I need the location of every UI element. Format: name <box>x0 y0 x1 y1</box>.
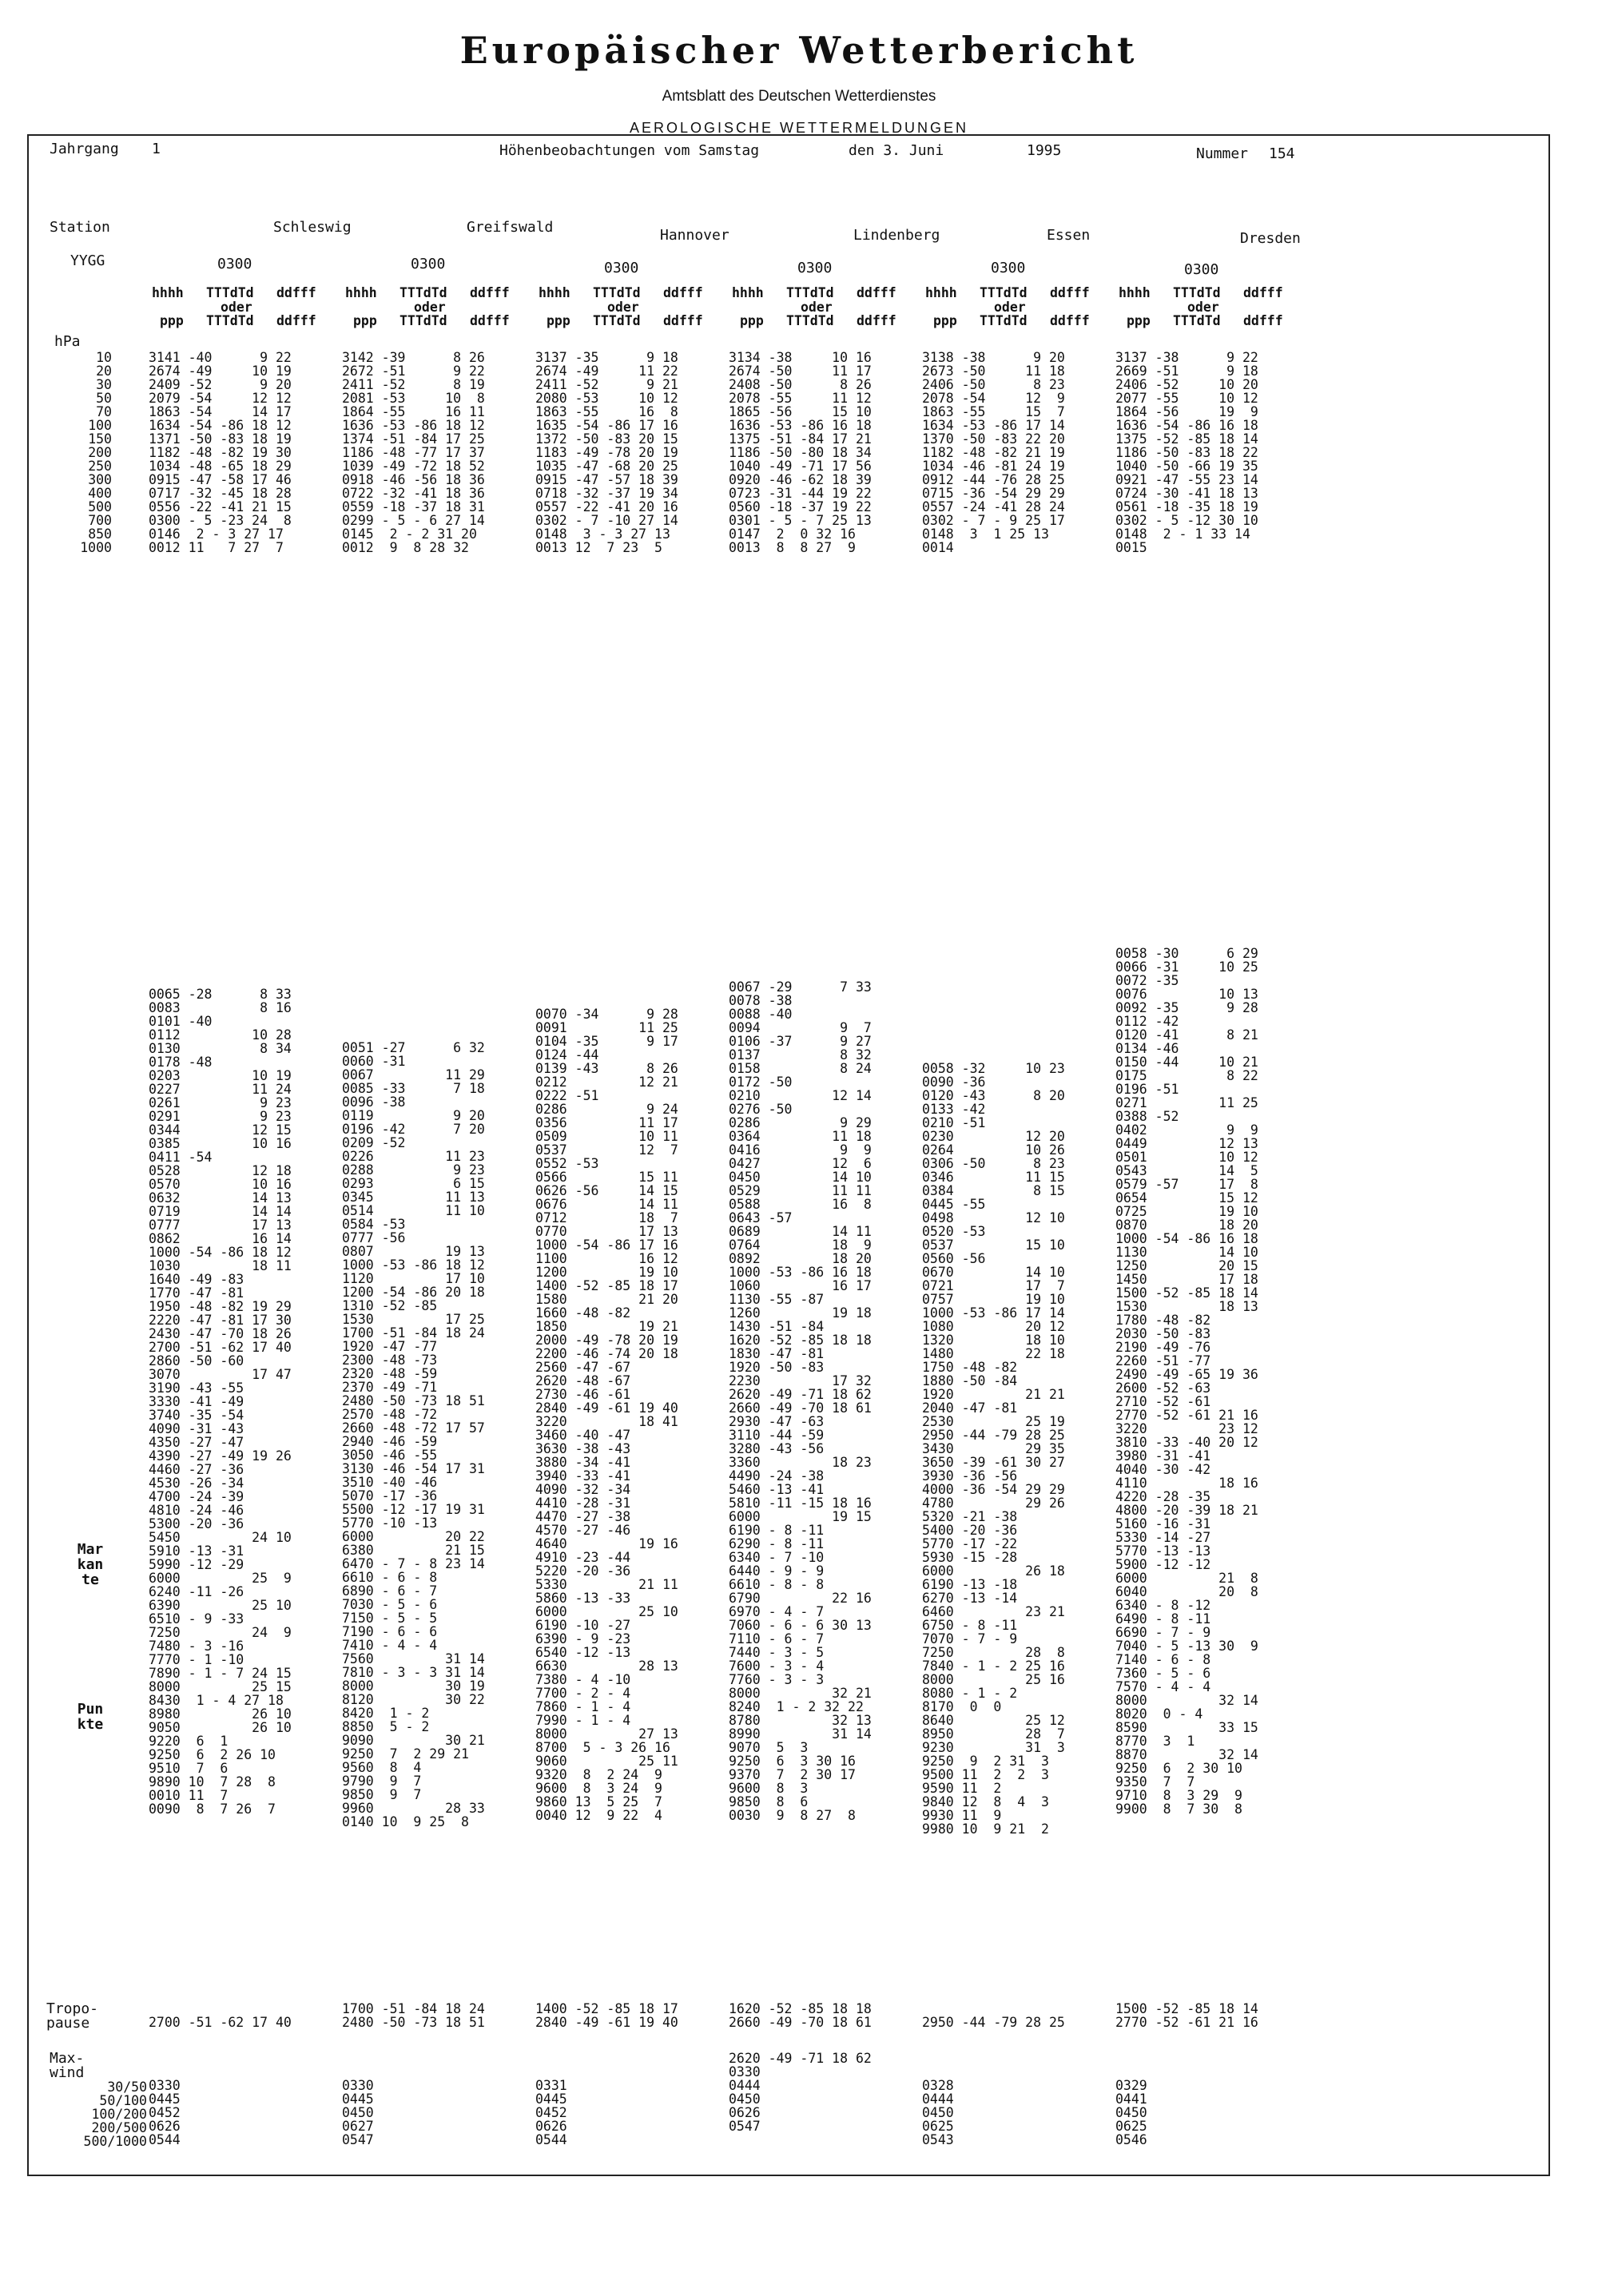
col-ttt2-hannover: TTTdTd <box>593 313 641 328</box>
col-ddfff-dresden: ddfff <box>1243 285 1283 300</box>
tropopause-lindenberg: 1620 -52 -85 18 18 2660 -49 -70 18 61 <box>729 2001 872 2030</box>
col-ttt2-essen: TTTdTd <box>980 313 1028 328</box>
col-hhhh-lindenberg: hhhh <box>732 285 764 300</box>
number-label: Nummer <box>1196 145 1249 162</box>
col-hhhh-essen: hhhh <box>925 285 957 300</box>
significant-points-dresden: 0058 -30 6 29 0066 -31 10 25 0072 -35 0076 10 13 0092 -35 9 28 0112 -42 0120 -41 8 21 0134 -46 0150 -44 10 21 0175 8 22 0196 -51 0271 11 25 0388 -52 0402 9 9 0449 12 13 0501 10 12 0543 14 5 0579 -57 17 8 0654 15 12 0725 19 10 0870 18 20 1000 -54 -86 16 18 1130 14 10 1250 20 15 1450 17 18 1500 -52 -85 18 14 1530 18 13 1780 -48 -82 2030 -50 -83 2190 -49 -76 2260 -51 -77 2490 -49 -65 19 36 2600 -52 -63 2710 -52 -61 2770 -52 -61 21 16 3220 23 12 3810 -33 -40 20 12 3980 -31 -41 4040 -30 -42 4110 18 16 4220 -28 -35 4800 -20 -39 18 21 5160 -16 -31 5330 -14 -27 5770 -13 -13 5900 -12 -12 6000 21 8 6040 20 8 6340 - 8 -12 6490 - 8 -11 6690 - 7 - 9 7040 - 5 -13 30 9 7140 - 6 - 8 7360 - 5 - 6 7570 - 4 - 4 8000 32 14 8020 0 - 4 8590 33 15 8770 3 1 8870 32 14 9250 6 2 30 10 9350 7 7 9710 8 3 29 9 9900 8 7 30 8 <box>1115 946 1258 1817</box>
col-ddfff-schleswig: ddfff <box>276 285 316 300</box>
col-hhhh-schleswig: hhhh <box>152 285 184 300</box>
report-subtitle: Amtsblatt des Deutschen Wetterdienstes <box>662 88 936 105</box>
col-hhhh-dresden: hhhh <box>1119 285 1151 300</box>
tropopause-essen: 2950 -44 -79 28 25 <box>922 2015 1065 2030</box>
observation-year: 1995 <box>1027 142 1062 159</box>
standard-levels-schleswig: 3141 -40 9 22 2674 -49 10 19 2409 -52 9 20 2079 -54 12 12 1863 -54 14 17 1634 -54 -86 18 12 1371 -50 -83 18 19 1182 -48 -82 19 30 1034 -48 -65 18 29 0915 -47 -58 17 46 0717 -32 -45 18 28 0556 -22 -41 21 15 0300 - 5 -23 24 8 0146 2 - 3 27 17 0012 11 7 27 7 <box>149 350 292 555</box>
yygg-label: YYGG <box>70 252 105 269</box>
tropo-label-1: Tropo- <box>46 2000 99 2017</box>
col-ddfff2-lindenberg: ddfff <box>857 313 896 328</box>
station-name-hannover: Hannover <box>660 227 729 244</box>
report-section: AEROLOGISCHE WETTERMELDUNGEN <box>629 120 969 136</box>
col-ttt2-lindenberg: TTTdTd <box>786 313 834 328</box>
col-ddfff-hannover: ddfff <box>663 285 703 300</box>
significant-points-lindenberg: 0067 -29 7 33 0078 -38 0088 -40 0094 9 7 0106 -37 9 27 0137 8 32 0158 8 24 0172 -50 0210 12 14 0276 -50 0286 9 29 0364 11 18 0416 9 9 0427 12 6 0450 14 10 0529 11 11 0588 16 8 0643 -57 0689 14 11 0764 18 9 0892 18 20 1000 -53 -86 16 18 1060 16 17 1130 -55 -87 1260 19 18 1430 -51 -84 1620 -52 -85 18 18 1830 -47 -81 1920 -50 -83 2230 17 32 2620 -49 -71 18 62 2660 -49 -70 18 61 2930 -47 -63 3110 -44 -59 3280 -43 -56 3360 18 23 4490 -24 -38 5460 -13 -41 5810 -11 -15 18 16 6000 19 15 6190 - 8 -11 6290 - 8 -11 6340 - 7 -10 6440 - 9 - 9 6610 - 8 - 8 6790 22 16 6970 - 4 - 7 7060 - 6 - 6 30 13 7110 - 6 - 7 7440 - 3 - 5 7600 - 3 - 4 7760 - 3 - 3 8000 32 21 8240 1 - 2 32 22 8780 32 13 8990 31 14 9070 5 3 9250 6 3 30 16 9370 7 2 30 17 9600 8 3 9850 8 6 0030 9 8 27 8 <box>729 979 872 1823</box>
col-ttt2-greifswald: TTTdTd <box>400 313 447 328</box>
station-name-lindenberg: Lindenberg <box>853 227 940 244</box>
col-ddfff2-hannover: ddfff <box>663 313 703 328</box>
jahrgang-label: Jahrgang <box>50 141 119 157</box>
maxwind-hannover: 0331 0445 0452 0626 0544 <box>535 2078 567 2147</box>
standard-levels-lindenberg: 3134 -38 10 16 2674 -50 11 17 2408 -50 8 26 2078 -55 11 12 1865 -56 15 10 1636 -53 -86 16 18 1375 -51 -84 17 21 1186 -50 -80 18 34 1040 -49 -71 17 56 0920 -46 -62 18 39 0723 -31 -44 19 22 0560 -18 -37 19 22 0301 - 5 - 7 25 13 0147 2 0 32 16 0013 8 8 27 9 <box>729 350 872 555</box>
markante-label: Markante <box>77 1541 104 1588</box>
standard-levels-hannover: 3137 -35 9 18 2674 -49 11 22 2411 -52 9 21 2080 -53 10 12 1863 -55 16 8 1635 -54 -86 17 16 1372 -50 -83 20 15 1183 -49 -78 20 19 1035 -47 -68 20 25 0915 -47 -57 18 39 0718 -32 -37 19 34 0557 -22 -41 20 16 0302 - 7 -10 27 14 0148 3 - 3 27 13 0013 12 7 23 5 <box>535 350 678 555</box>
station-label: Station <box>50 219 110 236</box>
significant-points-essen: 0058 -32 10 23 0090 -36 0120 -43 8 20 0133 -42 0210 -51 0230 12 20 0264 10 26 0306 -50 8 23 0346 11 15 0384 8 15 0445 -55 0498 12 10 0520 -53 0537 15 10 0560 -56 0670 14 10 0721 17 7 0757 19 10 1000 -53 -86 17 14 1080 20 12 1320 18 10 1480 22 18 1750 -48 -82 1880 -50 -84 1920 21 21 2040 -47 -81 2530 25 19 2950 -44 -79 28 25 3430 29 35 3650 -39 -61 30 27 3930 -36 -56 4000 -36 -54 29 29 4780 29 26 5320 -21 -38 5400 -20 -36 5770 -17 -22 5930 -15 -28 6000 26 18 6190 -13 -18 6270 -13 -14 6460 23 21 6750 - 8 -11 7070 - 7 - 9 7250 28 8 7840 - 1 - 2 25 16 8000 25 16 8080 - 1 - 2 8170 0 0 8640 25 12 8950 28 7 9230 31 3 9250 9 2 31 3 9500 11 2 2 3 9590 11 2 9840 12 8 4 3 9930 11 9 9980 10 9 21 2 <box>922 1061 1065 1837</box>
station-yygg-schleswig: 0300 <box>217 256 252 272</box>
col-hhhh-greifswald: hhhh <box>345 285 377 300</box>
tropopause-hannover: 1400 -52 -85 18 17 2840 -49 -61 19 40 <box>535 2001 678 2030</box>
jahrgang-value: 1 <box>152 141 161 157</box>
col-ttt-essen: TTTdTd <box>980 285 1028 300</box>
significant-points-greifswald: 0051 -27 6 32 0060 -31 0067 11 29 0085 -33 7 18 0096 -38 0119 9 20 0196 -42 7 20 0209 -52 0226 11 23 0288 9 23 0293 6 15 0345 11 13 0514 11 10 0584 -53 0777 -56 0807 19 13 1000 -53 -86 18 12 1120 17 10 1200 -54 -86 20 18 1310 -52 -85 1530 17 25 1700 -51 -84 18 24 1920 -47 -77 2300 -48 -73 2320 -48 -59 2370 -49 -71 2480 -50 -73 18 51 2570 -48 -72 2660 -48 -72 17 57 2940 -46 -59 3050 -46 -55 3130 -46 -54 17 31 3510 -40 -46 5070 -17 -36 5500 -12 -17 19 31 5770 -10 -13 6000 20 22 6380 21 15 6470 - 7 - 8 23 14 6610 - 6 - 8 6890 - 6 - 7 7030 - 5 - 6 7150 - 5 - 5 7190 - 6 - 6 7410 - 4 - 4 7560 31 14 7810 - 3 - 3 31 14 8000 30 19 8120 30 22 8420 1 - 2 8850 5 - 2 9090 30 21 9250 7 2 29 21 9560 8 4 9790 9 7 9850 9 7 9960 28 33 0140 10 9 25 8 <box>342 1040 485 1829</box>
tropopause-dresden: 1500 -52 -85 18 14 2770 -52 -61 21 16 <box>1115 2001 1258 2030</box>
col-ttt2-schleswig: TTTdTd <box>206 313 254 328</box>
observation-label: Höhenbeobachtungen vom Samstag <box>499 142 760 159</box>
punkte-label: Punkte <box>77 1701 104 1733</box>
col-ttt-schleswig: TTTdTd <box>206 285 254 300</box>
col-oder-hannover: oder <box>607 300 639 315</box>
maxwind-dresden: 0329 0441 0450 0625 0546 <box>1115 2078 1147 2147</box>
col-ppp-hannover: ppp <box>547 313 570 328</box>
tropopause-schleswig: 2700 -51 -62 17 40 <box>149 2015 292 2030</box>
number-value: 154 <box>1269 145 1295 162</box>
col-ppp-schleswig: ppp <box>160 313 184 328</box>
col-ttt-greifswald: TTTdTd <box>400 285 447 300</box>
col-ppp-greifswald: ppp <box>353 313 377 328</box>
col-oder-lindenberg: oder <box>801 300 833 315</box>
maxwind-label-2: wind <box>50 2064 85 2081</box>
tropopause-greifswald: 1700 -51 -84 18 24 2480 -50 -73 18 51 <box>342 2001 485 2030</box>
col-ddfff-essen: ddfff <box>1050 285 1090 300</box>
col-oder-essen: oder <box>994 300 1026 315</box>
col-ttt-hannover: TTTdTd <box>593 285 641 300</box>
col-ppp-dresden: ppp <box>1127 313 1151 328</box>
maxwind-lindenberg: 2620 -49 -71 18 62 0330 0444 0450 0626 0547 <box>729 2051 872 2134</box>
col-ddfff2-schleswig: ddfff <box>276 313 316 328</box>
col-ttt-dresden: TTTdTd <box>1173 285 1221 300</box>
col-ppp-essen: ppp <box>933 313 957 328</box>
col-ddfff2-essen: ddfff <box>1050 313 1090 328</box>
station-name-dresden: Dresden <box>1240 230 1301 247</box>
standard-levels-essen: 3138 -38 9 20 2673 -50 11 18 2406 -50 8 23 2078 -54 12 9 1863 -55 15 7 1634 -53 -86 17 14 1370 -50 -83 22 20 1182 -48 -82 21 19 1034 -46 -81 24 19 0912 -44 -76 28 25 0715 -36 -54 29 29 0557 -24 -41 28 24 0302 - 7 - 9 25 17 0148 3 1 25 13 0014 <box>922 350 1065 555</box>
col-ddfff-greifswald: ddfff <box>470 285 510 300</box>
col-ddfff2-dresden: ddfff <box>1243 313 1283 328</box>
pressure-levels: 10 20 30 50 70 100 150 200 250 300 400 500 700 850 1000 <box>80 350 112 555</box>
observation-date: den 3. Juni <box>849 142 944 159</box>
col-ddfff2-greifswald: ddfff <box>470 313 510 328</box>
significant-points-hannover: 0070 -34 9 28 0091 11 25 0104 -35 9 17 0124 -44 0139 -43 8 26 0212 12 21 0222 -51 0286 9 24 0356 11 17 0509 10 11 0537 12 7 0552 -53 0566 15 11 0626 -56 14 15 0676 14 11 0712 18 7 0770 17 13 1000 -54 -86 17 16 1100 16 12 1200 19 10 1400 -52 -85 18 17 1580 21 20 1660 -48 -82 1850 19 21 2000 -49 -78 20 19 2200 -46 -74 20 18 2560 -47 -67 2620 -48 -67 2730 -46 -61 2840 -49 -61 19 40 3220 18 41 3460 -40 -47 3630 -38 -43 3880 -34 -41 3940 -33 -41 4090 -32 -34 4410 -28 -31 4470 -27 -38 4570 -27 -46 4640 19 16 4910 -23 -44 5220 -20 -36 5330 21 11 5860 -13 -33 6000 25 10 6190 -10 -27 6390 - 9 -23 6540 -12 -13 6630 28 13 7380 - 4 -10 7700 - 2 - 4 7860 - 1 - 4 7990 - 1 - 4 8000 27 13 8700 5 - 3 26 16 9060 25 11 9320 8 2 24 9 9600 8 3 24 9 9860 13 5 25 7 0040 12 9 22 4 <box>535 1007 678 1823</box>
maxwind-levels: 30/50 50/100 100/200 200/500 500/1000 <box>83 2080 147 2149</box>
report-title: Europäischer Wetterbericht <box>459 29 1139 72</box>
station-name-greifswald: Greifswald <box>467 219 554 236</box>
col-ttt-lindenberg: TTTdTd <box>786 285 834 300</box>
station-name-essen: Essen <box>1047 227 1091 244</box>
station-yygg-greifswald: 0300 <box>411 256 446 272</box>
maxwind-greifswald: 0330 0445 0450 0627 0547 <box>342 2078 374 2147</box>
tropo-label-2: pause <box>46 2015 90 2032</box>
station-yygg-hannover: 0300 <box>604 260 639 276</box>
col-hhhh-hannover: hhhh <box>539 285 570 300</box>
col-oder-greifswald: oder <box>414 300 446 315</box>
col-ppp-lindenberg: ppp <box>740 313 764 328</box>
col-oder-dresden: oder <box>1187 300 1219 315</box>
col-ttt2-dresden: TTTdTd <box>1173 313 1221 328</box>
station-yygg-essen: 0300 <box>991 260 1026 276</box>
station-name-schleswig: Schleswig <box>273 219 352 236</box>
station-yygg-lindenberg: 0300 <box>797 260 833 276</box>
maxwind-label-1: Max- <box>50 2050 85 2067</box>
maxwind-schleswig: 0330 0445 0452 0626 0544 <box>149 2078 181 2147</box>
standard-levels-dresden: 3137 -38 9 22 2669 -51 9 18 2406 -52 10 20 2077 -55 10 12 1864 -56 19 9 1636 -54 -86 16 18 1375 -52 -85 18 14 1186 -50 -83 18 22 1040 -50 -66 19 35 0921 -47 -55 23 14 0724 -30 -41 18 13 0561 -18 -35 18 19 0302 - 5 -12 30 10 0148 2 - 1 33 14 0015 <box>1115 350 1258 555</box>
standard-levels-greifswald: 3142 -39 8 26 2672 -51 9 22 2411 -52 8 19 2081 -53 10 8 1864 -55 16 11 1636 -53 -86 18 12 1374 -51 -84 17 25 1186 -48 -77 17 37 1039 -49 -72 18 52 0918 -46 -56 18 36 0722 -32 -41 18 36 0559 -18 -37 18 31 0299 - 5 - 6 27 14 0145 2 - 2 31 20 0012 9 8 28 32 <box>342 350 485 555</box>
col-ddfff-lindenberg: ddfff <box>857 285 896 300</box>
col-oder-schleswig: oder <box>221 300 252 315</box>
hpa-label: hPa <box>54 333 81 350</box>
maxwind-essen: 0328 0444 0450 0625 0543 <box>922 2078 954 2147</box>
significant-points-schleswig: 0065 -28 8 33 0083 8 16 0101 -40 0112 10 28 0130 8 34 0178 -48 0203 10 19 0227 11 24 0261 9 23 0291 9 23 0344 12 15 0385 10 16 0411 -54 0528 12 18 0570 10 16 0632 14 13 0719 14 14 0777 17 13 0862 16 14 1000 -54 -86 18 12 1030 18 11 1640 -49 -83 1770 -47 -81 1950 -48 -82 19 29 2220 -47 -81 17 30 2430 -47 -70 18 26 2700 -51 -62 17 40 2860 -50 -60 3070 17 47 3190 -43 -55 3330 -41 -49 3740 -35 -54 4090 -31 -43 4350 -27 -47 4390 -27 -49 19 26 4460 -27 -36 4530 -26 -34 4700 -24 -39 4810 -24 -46 5300 -20 -36 5450 24 10 5910 -13 -31 5990 -12 -29 6000 25 9 6240 -11 -26 6390 25 10 6510 - 9 -33 7250 24 9 7480 - 3 -16 7770 - 1 -10 7890 - 1 - 7 24 15 8000 25 15 8430 1 - 4 27 18 8980 26 10 9050 26 10 9220 6 1 9250 6 2 26 10 9510 7 6 9890 10 7 28 8 0010 11 7 0090 8 7 26 7 <box>149 987 292 1817</box>
station-yygg-dresden: 0300 <box>1184 261 1219 278</box>
